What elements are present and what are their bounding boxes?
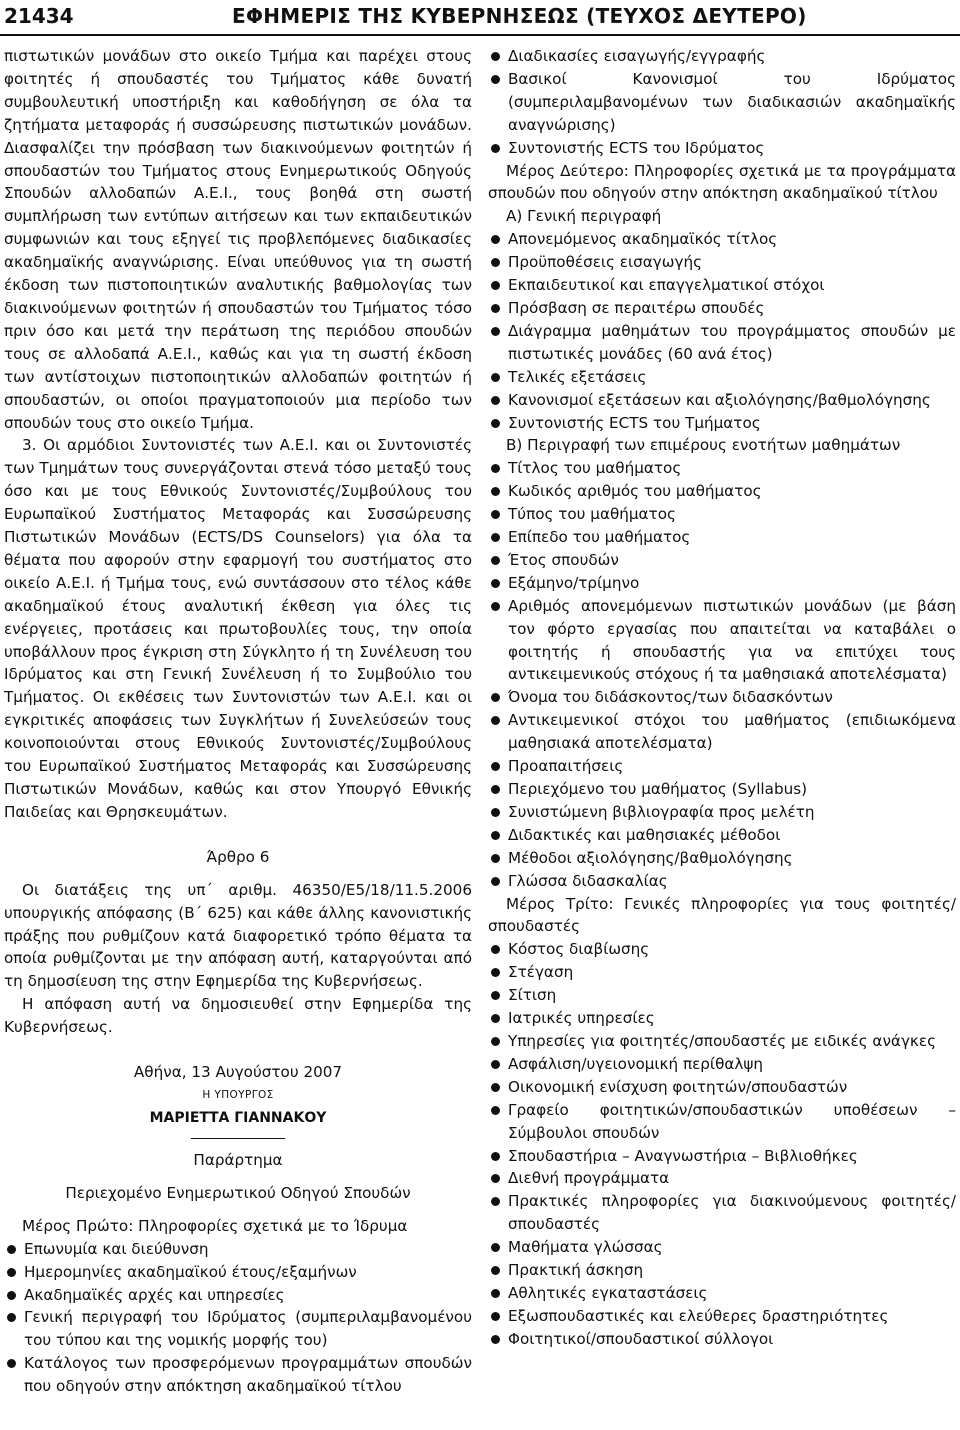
list-item-text: Όνομα του διδάσκοντος/των διδασκόντων <box>508 688 833 707</box>
list-item <box>488 68 956 137</box>
list-item-text: Υπηρεσίες για φοιτητές/σπουδαστές με ειδικές ανάγκες <box>508 1031 937 1050</box>
bullet-icon <box>491 1289 500 1298</box>
bullet-list <box>488 45 956 160</box>
bullet-icon <box>491 533 500 542</box>
list-item-text: Οικονομική ενίσχυση φοιτητών/σπουδαστών <box>508 1077 848 1096</box>
bullet-icon <box>491 991 500 1000</box>
bullet-icon <box>491 1266 500 1275</box>
bullet-icon <box>491 52 500 61</box>
list-item <box>4 1284 472 1307</box>
date-line: Αθήνα, 13 Αυγούστου 2007 <box>133 1063 343 1082</box>
list-item-text: Τελικές εξετάσεις <box>508 367 647 386</box>
list-item-text: Αθλητικές εγκαταστάσεις <box>508 1283 708 1302</box>
list-item <box>488 1167 956 1190</box>
list-item <box>488 961 956 984</box>
bullet-icon <box>491 258 500 267</box>
list-item <box>488 45 956 68</box>
bullet-icon <box>491 281 500 290</box>
list-item <box>488 1236 956 1259</box>
list-item-text: Εκπαιδευτικοί και επαγγελματικοί στόχοι <box>508 276 825 295</box>
bullet-icon <box>491 1335 500 1344</box>
list-item-text: Αντικειμενικοί στόχοι του μαθήματος (επιδιωκόμενα μαθησιακά αποτελέσματα) <box>508 711 956 753</box>
bullet-icon <box>491 1152 500 1161</box>
section-heading: Μέρος Δεύτερο: Πληροφορίες σχετικά με τα προγράμματα σπουδών που οδηγούν στην απόκτηση ακαδημαϊκού τίτλου <box>488 161 956 203</box>
list-item-text: Μαθήματα γλώσσας <box>508 1238 663 1257</box>
bullet-icon <box>7 1291 16 1300</box>
list-item <box>488 801 956 824</box>
list-item <box>488 1053 956 1076</box>
list-item-text: Επωνυμία και διεύθυνση <box>24 1239 209 1258</box>
list-item-text: Πρακτικές πληροφορίες για διακινούμενους φοιτητές/σπουδαστές <box>508 1192 956 1234</box>
bullet-icon <box>491 396 500 405</box>
bullet-icon <box>491 556 500 565</box>
paragraph: 3. Οι αρμόδιοι Συντονιστές των Α.Ε.Ι. και οι Συντονιστές των Τμημάτων τους συνεργάζονται στενά τόσο μεταξύ τους όσο και με τους Εθνικούς Συντονιστές/Συμβούλους του Ευρωπαϊκού Συστήματος Μεταφοράς και Συσσώρευσης Πιστωτικών Μονάδων (ECTS/DS Counselors) για όλα τα θέματα που αφορούν στην εφαρμογή του συστήματος στο οικείο Α.Ε.Ι. ή Τμήμα τους, ενώ συντάσσουν στο τέλος κάθε ακαδημαϊκού έτους αναλυτική έκθεση για όλες τις ενέργειες, προτάσεις και πρωτοβουλίες τους, την οποία υποβάλλουν προς έγκριση στη Σύγκλητο ή τη Συνέλευση του Ιδρύματος και στη Γενική Συνέλευση ή το Συμβούλιο του Τμήματος. Οι εκθέσεις των Συντονιστών των Α.Ε.Ι. και οι εγκριτικές αποφάσεις των Συγκλήτων ή Συνελεύσεών τους κοινοποιούνται στους Εθνικούς Συντονιστές/Συμβούλους του Ευρωπαϊκού Συστήματος Μεταφοράς και Συσσώρευσης Πιστωτικών Μονάδων, καθώς και στον Υπουργό Εθνικής Παιδείας και Θρησκευμάτων. <box>4 436 472 821</box>
list-item <box>488 870 956 893</box>
bullet-icon <box>491 235 500 244</box>
list-item-text: Προαπαιτήσεις <box>508 757 624 776</box>
list-item-text: Πρόσβαση σε περαιτέρω σπουδές <box>508 298 765 317</box>
bullet-icon <box>491 75 500 84</box>
subsection-heading: Α) Γενική περιγραφή <box>506 207 662 226</box>
list-item-text: Ιατρικές υπηρεσίες <box>508 1009 655 1028</box>
article-title: Άρθρο 6 <box>206 847 270 866</box>
list-item-text: Ακαδημαϊκές αρχές και υπηρεσίες <box>24 1285 285 1304</box>
minister-name: ΜΑΡΙΕΤΤΑ ΓΙΑΝΝΑΚΟΥ <box>149 1109 327 1126</box>
subsection-heading: Β) Περιγραφή των επιμέρους ενοτήτων μαθημάτων <box>506 436 901 455</box>
list-item <box>488 1282 956 1305</box>
bullet-icon <box>491 968 500 977</box>
list-item <box>488 1145 956 1168</box>
list-item-text: Σίτιση <box>508 986 557 1005</box>
bullet-icon <box>7 1245 16 1254</box>
list-item <box>488 412 956 435</box>
annex-subtitle: Περιεχομένο Ενημερωτικού Οδηγού Σπουδών <box>65 1183 411 1202</box>
list-item-text: Ασφάλιση/υγειονομική περίθαλψη <box>508 1054 764 1073</box>
page-number: 21434 <box>4 4 74 28</box>
bullet-icon <box>7 1313 16 1322</box>
bullet-icon <box>491 716 500 725</box>
list-item <box>488 274 956 297</box>
bullet-icon <box>7 1359 16 1368</box>
list-item <box>488 1076 956 1099</box>
list-item <box>488 572 956 595</box>
bullet-icon <box>491 831 500 840</box>
list-item <box>488 549 956 572</box>
list-item-text: Κόστος διαβίωσης <box>508 940 650 959</box>
bullet-icon <box>491 464 500 473</box>
list-item-text: Απονεμόμενος ακαδημαϊκός τίτλος <box>508 230 778 249</box>
bullet-icon <box>491 1083 500 1092</box>
right-column <box>488 45 956 1351</box>
paragraph: Η απόφαση αυτή να δημοσιευθεί στην Εφημερίδα της Κυβερνήσεως. <box>4 995 472 1037</box>
list-item <box>488 595 956 687</box>
bullet-list <box>488 938 956 1350</box>
list-item-text: Φοιτητικοί/σπουδαστικοί σύλλογοι <box>508 1329 774 1348</box>
list-item-text: Κατάλογος των προσφερόμενων προγραμμάτων σπουδών που οδηγούν στην απόκτηση ακαδημαϊκού τίτλου <box>24 1354 472 1396</box>
list-item-text: Γλώσσα διδασκαλίας <box>508 871 668 890</box>
list-item-text: Διεθνή προγράμματα <box>508 1169 670 1188</box>
list-item-text: Εξάμηνο/τρίμηνο <box>508 573 640 592</box>
list-item-text: Σπουδαστήρια – Αναγνωστήρια – Βιβλιοθήκες <box>508 1146 858 1165</box>
paragraph: Οι διατάξεις της υπ΄ αριθμ. 46350/Ε5/18/11.5.2006 υπουργικής απόφασης (Β΄ 625) και κάθε άλλης κανονιστικής πράξης που ρυθμίζουν κατά διαφορετικό τρόπο θέματα τα οποία ρυθμίζονται με την απόφαση αυτή, καταργούνται από τη δημοσίευση της στην Εφημερίδα της Κυβερνήσεως. <box>4 880 472 991</box>
list-item-text: Βασικοί Κανονισμοί του Ιδρύματος (συμπεριλαμβανομένων των διαδικασιών ακαδημαϊκής αναγνώρισης) <box>508 69 956 134</box>
list-item-text: Γενική περιγραφή του Ιδρύματος (συμπεριλαμβανομένου του τύπου και της νομικής μορφής του) <box>24 1308 472 1350</box>
list-item <box>488 824 956 847</box>
list-item-text: Συντονιστής ECTS του Ιδρύματος <box>508 138 765 157</box>
list-item <box>4 1238 472 1261</box>
list-item-text: Διδακτικές και μαθησιακές μέθοδοι <box>508 825 781 844</box>
list-item-text: Τύπος του μαθήματος <box>508 505 676 524</box>
list-item <box>488 1007 956 1030</box>
list-item-text: Προϋποθέσεις εισαγωγής <box>508 253 703 272</box>
bullet-icon <box>491 1174 500 1183</box>
bullet-icon <box>491 762 500 771</box>
list-item-text: Τίτλος του μαθήματος <box>508 459 682 478</box>
list-item <box>488 1259 956 1282</box>
bullet-icon <box>491 693 500 702</box>
bullet-icon <box>491 1014 500 1023</box>
divider <box>191 1138 285 1139</box>
section-heading: Μέρος Πρώτο: Πληροφορίες σχετικά με το Ίδρυμα <box>22 1216 408 1235</box>
list-item-text: Κανονισμοί εξετάσεων και αξιολόγησης/βαθμολόγησης <box>508 390 931 409</box>
list-item <box>4 1352 472 1398</box>
list-item <box>488 228 956 251</box>
list-item <box>488 251 956 274</box>
list-item-text: Εξωσπουδαστικές και ελεύθερες δραστηριότητες <box>508 1306 889 1325</box>
list-item <box>488 320 956 366</box>
bullet-icon <box>491 1060 500 1069</box>
bullet-icon <box>491 1243 500 1252</box>
bullet-icon <box>491 144 500 153</box>
list-item-text: Συνιστώμενη βιβλιογραφία προς μελέτη <box>508 802 815 821</box>
list-item-text: Μέθοδοι αξιολόγησης/βαθμολόγησης <box>508 848 793 867</box>
left-column <box>4 45 472 1398</box>
bullet-icon <box>491 1037 500 1046</box>
bullet-icon <box>491 1197 500 1206</box>
annex-title: Παράρτημα <box>193 1150 283 1169</box>
bullet-icon <box>491 579 500 588</box>
list-item <box>488 984 956 1007</box>
list-item <box>488 1305 956 1328</box>
list-item <box>488 709 956 755</box>
list-item <box>488 480 956 503</box>
list-item <box>488 938 956 961</box>
list-item <box>488 457 956 480</box>
page-header <box>0 0 960 36</box>
bullet-icon <box>491 487 500 496</box>
bullet-icon <box>491 327 500 336</box>
list-item <box>488 137 956 160</box>
bullet-icon <box>491 1312 500 1321</box>
list-item <box>488 1328 956 1351</box>
bullet-icon <box>491 419 500 428</box>
list-item-text: Πρακτική άσκηση <box>508 1261 644 1280</box>
list-item <box>488 503 956 526</box>
bullet-icon <box>491 373 500 382</box>
list-item <box>488 778 956 801</box>
list-item <box>488 389 956 412</box>
bullet-list <box>488 228 956 434</box>
list-item <box>488 297 956 320</box>
list-item <box>488 1030 956 1053</box>
list-item-text: Διάγραμμα μαθημάτων του προγράμματος σπουδών με πιστωτικές μονάδες (60 ανά έτος) <box>508 321 956 363</box>
list-item <box>488 1190 956 1236</box>
list-item <box>4 1261 472 1284</box>
gazette-title: ΕΦΗΜΕΡΙΣ ΤΗΣ ΚΥΒΕΡΝΗΣΕΩΣ (ΤΕΥΧΟΣ ΔΕΥΤΕΡΟ) <box>232 4 807 28</box>
list-item-text: Περιεχόμενο του μαθήματος (Syllabus) <box>508 780 808 798</box>
bullet-list <box>4 1238 472 1398</box>
list-item <box>488 686 956 709</box>
bullet-icon <box>491 510 500 519</box>
bullet-icon <box>491 785 500 794</box>
list-item-text: Γραφείο φοιτητικών/σπουδαστικών υποθέσεων – Σύμβουλοι σπουδών <box>508 1100 956 1142</box>
list-item-text: Συντονιστής ECTS του Τμήματος <box>508 413 761 432</box>
list-item <box>488 526 956 549</box>
bullet-icon <box>491 854 500 863</box>
list-item-text: Αριθμός απονεμόμενων πιστωτικών μονάδων (με βάση τον φόρτο εργασίας που απαιτείται να καταβάλει ο φοιτητής ή σπουδαστής για να επιτύχει τους αντικειμενικούς στόχους ή τα μαθησιακά αποτελέσματα) <box>508 596 956 684</box>
bullet-icon <box>7 1268 16 1277</box>
list-item-text: Ημερομηνίες ακαδημαϊκού έτους/εξαμήνων <box>24 1262 357 1281</box>
list-item <box>488 847 956 870</box>
bullet-icon <box>491 304 500 313</box>
section-heading: Μέρος Τρίτο: Γενικές πληροφορίες για τους φοιτητές/σπουδαστές <box>488 894 956 936</box>
bullet-icon <box>491 808 500 817</box>
list-item-text: Στέγαση <box>508 963 574 982</box>
list-item <box>488 1099 956 1145</box>
list-item-text: Διαδικασίες εισαγωγής/εγγραφής <box>508 47 766 65</box>
bullet-icon <box>491 945 500 954</box>
list-item <box>488 755 956 778</box>
list-item-text: Έτος σπουδών <box>508 550 619 569</box>
paragraph: πιστωτικών μονάδων στο οικείο Τμήμα και παρέχει στους φοιτητές ή σπουδαστές του Τμήματος κάθε δυνατή συμβουλευτική υποστήριξη και καθοδήγηση σε όλα τα ζητήματα μεταφοράς ή συσσώρευσης πιστωτικών μονάδων. Διασφαλίζει την πρόσβαση των διακινούμενων φοιτητών ή σπουδαστών του Τμήματος στους Ενημερωτικούς Οδηγούς Σπουδών αλλοδαπών Α.Ε.Ι., τους βοηθά στη σωστή συμπλήρωση των εντύπων αιτήσεων και των εκπαιδευτικών συμφωνιών και τους εξηγεί τις προβλεπόμενες διαδικασίες ακαδημαϊκής αναγνώρισης. Είναι υπεύθυνος για τη σωστή έκδοση των πιστοποιητικών αναλυτικής βαθμολογίας των διακινούμενων φοιτητών ή σπουδαστών του Τμήματος τόσο πριν όσο και μετά την περάτωση της περιόδου σπουδών τους σε αλλοδαπά Α.Ε.Ι., καθώς και για τη σωστή έκδοση των αντίστοιχων πιστοποιητικών αλλοδαπών φοιτητών ή σπουδαστών, οι οποίοι πραγματοποιούν μια περίοδο των σπουδών τους στο οικείο Τμήμα. <box>4 47 472 432</box>
list-item <box>488 366 956 389</box>
minister-title: Η ΥΠΟΥΡΓΟΣ <box>202 1088 274 1101</box>
bullet-icon <box>491 1106 500 1115</box>
bullet-list <box>488 457 956 892</box>
bullet-icon <box>491 602 500 611</box>
list-item <box>4 1306 472 1352</box>
list-item-text: Επίπεδο του μαθήματος <box>508 528 691 547</box>
bullet-icon <box>491 877 500 886</box>
list-item-text: Κωδικός αριθμός του μαθήματος <box>508 482 762 501</box>
